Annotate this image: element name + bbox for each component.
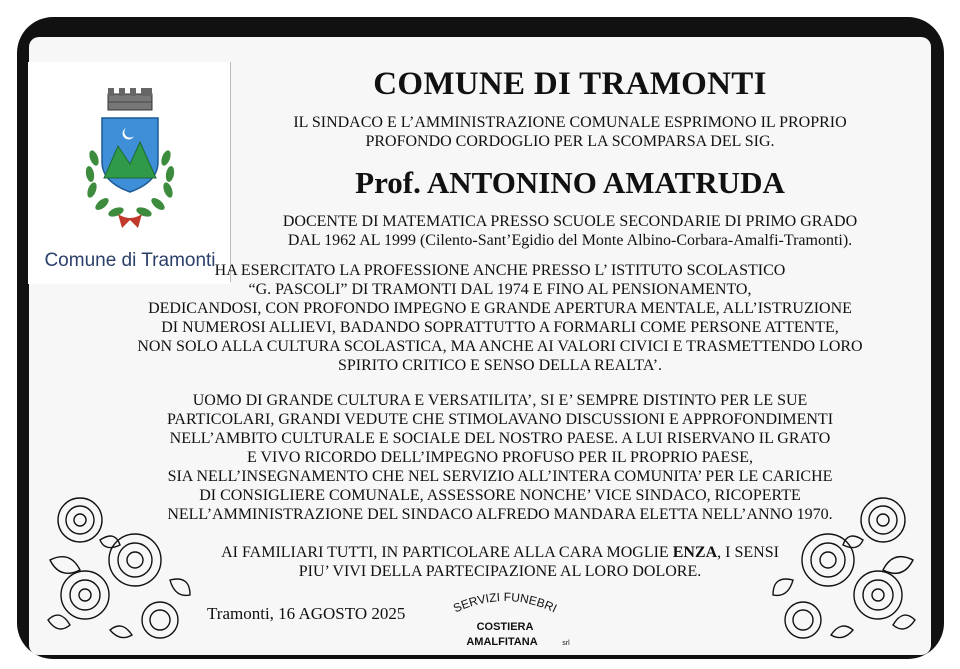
text-line: PARTICOLARI, GRANDI VEDUTE CHE STIMOLAVANO DISCUSSIONI E APPROFONDIMENTI <box>166 411 834 428</box>
intro-text <box>240 113 900 151</box>
ribbon-icon <box>118 214 142 228</box>
paragraph-career <box>70 261 930 375</box>
shield-icon <box>102 118 158 192</box>
paragraph-teaching <box>240 212 900 250</box>
text-line: IL SINDACO E L’AMMINISTRAZIONE COMUNALE ESPRIMONO IL PROPRIO <box>293 114 847 131</box>
text-line: DOCENTE DI MATEMATICA PRESSO SCUOLE SECONDARIE DI PRIMO GRADO <box>282 213 858 230</box>
text-line: PROFONDO CORDOGLIO PER LA SCOMPARSA DEL SIG. <box>365 133 775 150</box>
text-line: NON SOLO ALLA CULTURA SCOLASTICA, MA ANCHE AI VALORI CIVICI E TRASMETTENDO LORO <box>137 338 863 355</box>
text-line: DI CONSIGLIERE COMUNALE, ASSESSORE NONCHE’ VICE SINDACO, RICOPERTE <box>199 487 801 504</box>
text-line: E VIVO RICORDO DELL’IMPEGNO PROFUSO PER IL PROPRIO PAESE, <box>247 449 753 466</box>
roses-right-icon <box>758 480 923 645</box>
text-line: HA ESERCITATO LA PROFESSIONE ANCHE PRESSO L’ ISTITUTO SCOLASTICO <box>214 262 786 279</box>
text-line: DEDICANDOSI, CON PROFONDO IMPEGNO E GRANDE APERTURA MENTALE, ALL’ISTRUZIONE <box>148 300 852 317</box>
text-line: UOMO DI GRANDE CULTURA E VERSATILITA’, SI E’ SEMPRE DISTINTO PER LE SUE <box>192 392 808 409</box>
text-line: “G. PASCOLI” DI TRAMONTI DAL 1974 E FINO AL PENSIONAMENTO, <box>248 281 752 298</box>
logo-caption: Comune di Tramonti <box>44 250 216 271</box>
stamp-suffix: srl <box>562 640 570 647</box>
deceased-name: Prof. ANTONINO AMATRUDA <box>355 165 785 200</box>
text-line: DI NUMEROSI ALLIEVI, BADANDO SOPRATTUTTO A FORMARLI COME PERSONE ATTENTE, <box>161 319 839 336</box>
stamp-line-2: AMALFITANA <box>466 636 538 648</box>
text-line: NELL’AMBITO CULTURALE E SOCIALE DEL NOSTRO PAESE. A LUI RISERVANO IL GRATO <box>169 430 831 447</box>
place-date: Tramonti, 16 AGOSTO 2025 <box>207 604 406 623</box>
text-line: NELL’AMMINISTRAZIONE DEL SINDACO ALFREDO MANDARA ELETTA NELL’ANNO 1970. <box>167 506 833 523</box>
text-line: PIU’ VIVI DELLA PARTECIPAZIONE AL LORO DOLORE. <box>298 563 702 580</box>
text-line: DAL 1962 AL 1999 (Cilento-Sant’Egidio del Monte Albino-Corbara-Amalfi-Tramonti). <box>287 232 853 249</box>
wife-name: ENZA <box>672 544 718 561</box>
text-line: SPIRITO CRITICO E SENSO DELLA REALTA’. <box>337 357 663 374</box>
roses-left-icon <box>40 480 205 645</box>
text-span: , I SENSI <box>717 544 779 561</box>
funeral-services-stamp <box>430 590 580 652</box>
crown-icon <box>108 88 152 110</box>
logo-divider <box>230 62 231 282</box>
text-span: AI FAMILIARI TUTTI, IN PARTICOLARE ALLA CARA MOGLIE <box>221 544 673 561</box>
page-title: COMUNE DI TRAMONTI <box>373 66 767 102</box>
stamp-line-1: COSTIERA <box>476 621 534 633</box>
text-line: SIA NELL’INSEGNAMENTO CHE NEL SERVIZIO ALL’INTERA COMUNITA’ PER LE CARICHE <box>167 468 833 485</box>
stamp-arc-text: SERVIZI FUNEBRI <box>451 590 560 616</box>
tramonti-crest-icon <box>78 82 182 232</box>
